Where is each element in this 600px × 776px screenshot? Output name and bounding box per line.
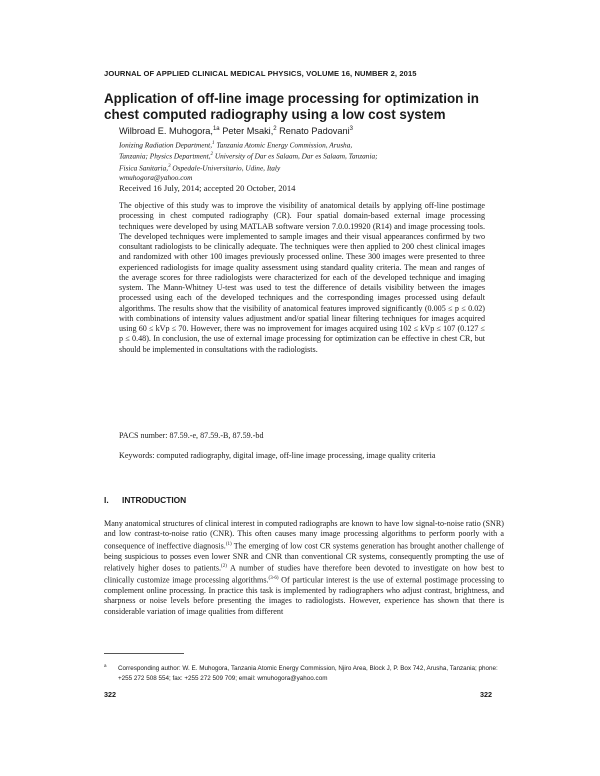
- author-list: [119, 126, 353, 136]
- author-2-marker: 2: [273, 126, 277, 132]
- intro-text: Many anatomical structures of clinical interest in computed radiographs are known to have low signal-to-noise ratio (SNR) and low contrast-to-noise ratio (CNR). This often causes many image processing algorithms to perform poorly with a consequence of ineffective diagnosis.: [104, 519, 504, 551]
- footnote: [104, 661, 504, 684]
- citation: (2): [221, 564, 227, 570]
- affiliation-text: Fisica Sanitaria,: [119, 163, 169, 173]
- author-1-marker: 1a: [212, 126, 220, 132]
- journal-header: JOURNAL OF APPLIED CLINICAL MEDICAL PHYSICS, VOLUME 16, NUMBER 2, 2015: [104, 69, 417, 78]
- footnote-divider: [104, 653, 184, 654]
- intro-text: A number of studies have therefore been devoted to investigate on how best to clinically customize image processing algorithms.: [104, 563, 505, 585]
- author-3-marker: 3: [349, 126, 353, 132]
- affiliation-line-3: [119, 162, 499, 173]
- affiliation-line-1: [119, 139, 499, 150]
- page-number-right: 322: [480, 690, 492, 699]
- footnote-marker: a: [104, 663, 107, 668]
- pacs-numbers: PACS number: 87.59.-e, 87.59.-B, 87.59.-bd: [119, 431, 264, 440]
- citation: (3-6): [268, 576, 279, 582]
- keywords: Keywords: computed radiography, digital image, off-line image processing, image quality criteria: [119, 451, 436, 460]
- footnote-text: Corresponding author: W. E. Muhogora, Tanzania Atomic Energy Commission, Njiro Area, Block J, P. Box 742, Arusha, Tanzania; phone: +255 272 508 554; fax: +255 272 509 709; email: wmuhogora@yahoo.com: [118, 665, 498, 683]
- affiliation-marker: 2: [210, 152, 214, 158]
- citation: (1): [225, 541, 232, 547]
- affiliations: [119, 139, 499, 183]
- affiliation-text: Tanzania; Physics Department,: [119, 151, 211, 161]
- section-heading: [104, 495, 186, 505]
- author-1: Wilbroad E. Muhogora,: [119, 126, 213, 137]
- abstract: The objective of this study was to improve the visibility of anatomical details by applying off-line postimage processing in chest computed radiography (CR). Four spatial domain-based external image processing techniques were developed by using MATLAB software version 7.0.0.19920 (R14) and image processing tools. The developed techniques were implemented to sample images and their visual appearances confirmed by two consultant radiologists to be clinically adequate. The techniques were then applied to 200 chest clinical images and randomized with other 100 images previously processed online. These 300 images were presented to three experienced radiologists for image quality assessment using standard quality criteria. The mean and ranges of the average scores for three radiologists were characterized for each of the developed technique and imaging system. The Mann-Whitney U-test was used to test the difference of details visibility between the images processed using each of the developed techniques and the corresponding images processed using default algorithms. The results show that the visibility of anatomical features improved significantly (0.005 ≤ p ≤ 0.02) with combinations of intensity values adjustment and/or spatial linear filtering techniques for images acquired using 60 ≤ kVp ≤ 70. However, there was no improvement for images acquired using 102 ≤ kVp ≤ 107 (0.127 ≤ p ≤ 0.48). In conclusion, the use of external image processing for optimization can be effective in chest CR, but should be implemented in consultations with the radiologists.: [119, 201, 485, 354]
- author-email: wmuhogora@yahoo.com: [119, 173, 193, 183]
- section-title: INTRODUCTION: [122, 495, 187, 505]
- page-number-left: 322: [104, 690, 116, 699]
- author-3: Renato Padovani: [276, 126, 350, 137]
- affiliation-marker: 1: [212, 141, 215, 146]
- section-number: I.: [104, 495, 109, 505]
- affiliation-text: University of Dar es Salaam, Dar es Salaam, Tanzania;: [213, 151, 378, 161]
- intro-text: The emerging of low cost CR systems generation has brought another challenge of being suspicious to posses even lower SNR and CNR than conventional CR systems, consequently prompting the use of relatively higher doses to patients.: [104, 541, 504, 573]
- affiliation-text: Ionizing Radiation Department,: [119, 140, 213, 150]
- affiliation-marker: 3: [168, 163, 171, 169]
- received-date: Received 16 July, 2014; accepted 20 October, 2014: [119, 183, 296, 193]
- introduction-paragraph: [104, 519, 504, 617]
- affiliation-text: Ospedale-Universitario, Udine, Italy: [170, 163, 281, 173]
- author-2: Peter Msaki,: [219, 126, 274, 137]
- article-title: Application of off-line image processing for optimization in chest computed radiography using a low cost system: [104, 91, 479, 122]
- affiliation-line-2: [119, 150, 499, 161]
- affiliation-text: Tanzania Atomic Energy Commission, Arusha,: [214, 140, 353, 150]
- intro-text: Of particular interest is the use of external postimage processing to complement online processing. In practice this task is implemented by radiographers who adjust contrast, brightness, and sharpness or noise levels before presenting the images to radiologists. However, experience has shown that there is considerable variation of image qualities from different: [104, 575, 504, 616]
